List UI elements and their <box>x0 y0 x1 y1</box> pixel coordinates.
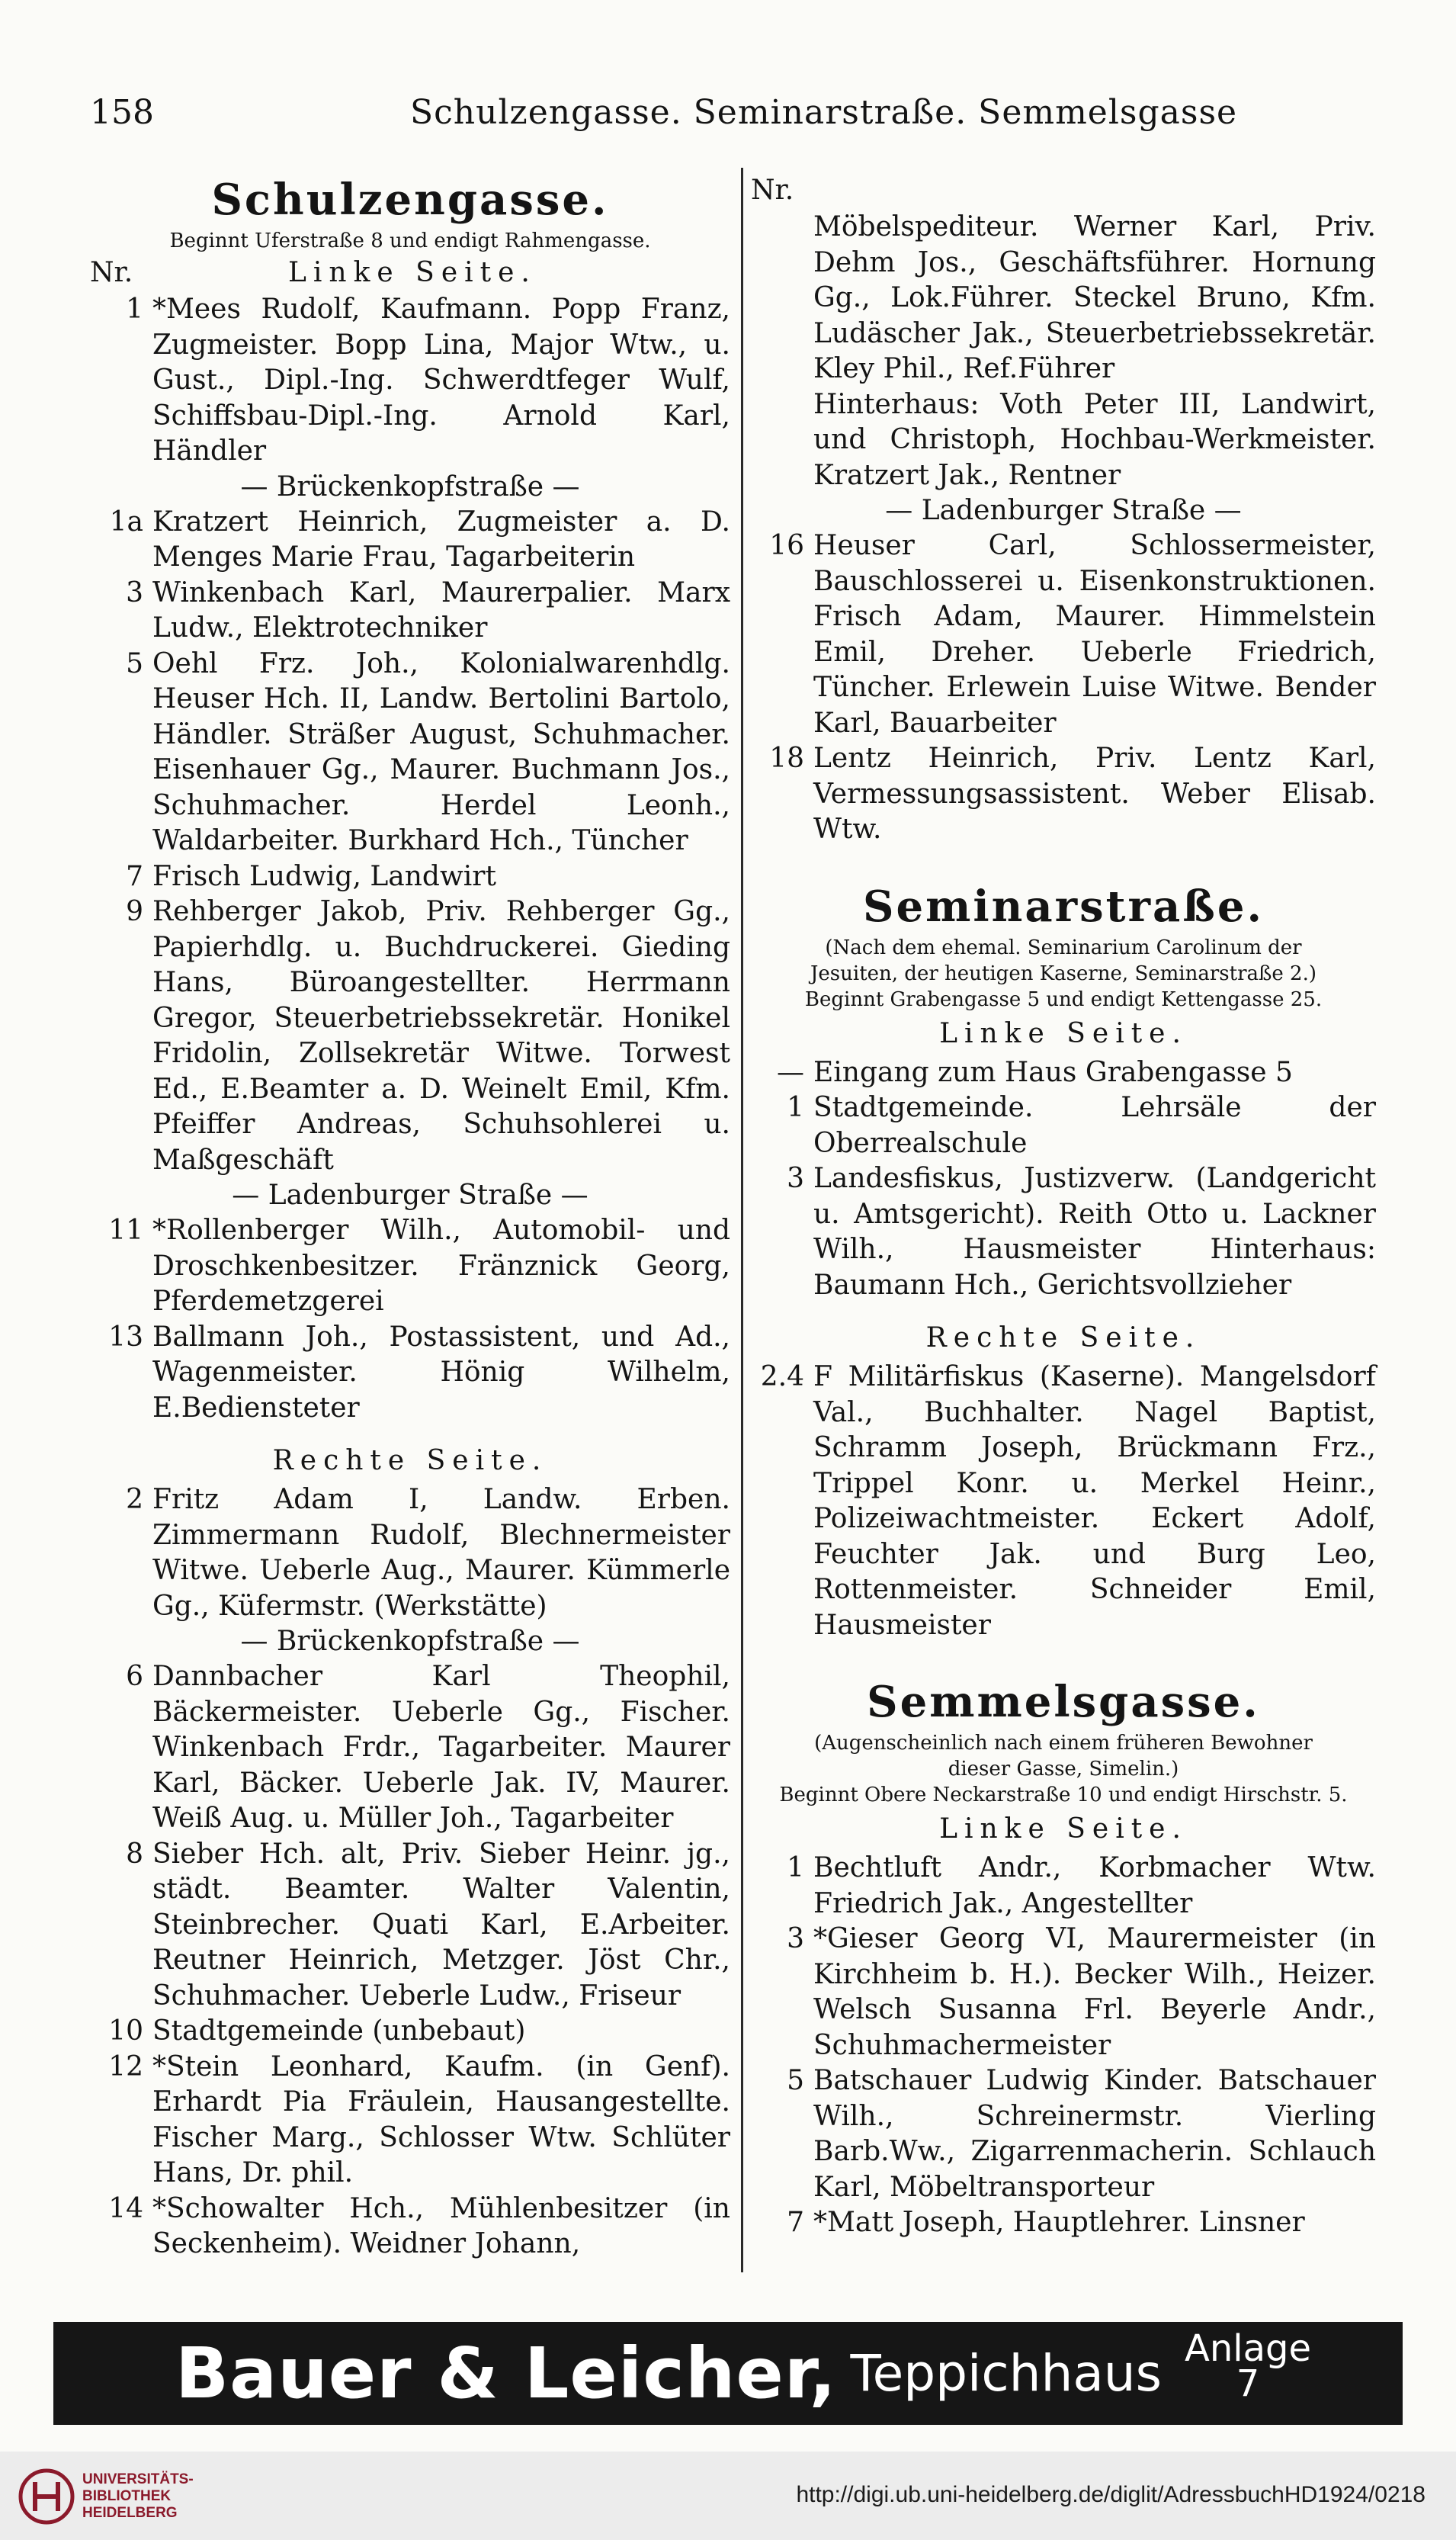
list-item <box>751 387 1376 494</box>
house-number: 9 <box>126 896 143 927</box>
entry-group <box>751 1055 1376 1304</box>
house-number: 16 <box>769 530 804 561</box>
spacer <box>751 1303 1376 1317</box>
street-note: Beginnt Grabengasse 5 und endigt Kettengasse 25. <box>804 987 1323 1011</box>
cross-street: — Ladenburger Straße — <box>885 495 1242 526</box>
anlage-number: 7 <box>1236 2362 1260 2405</box>
entry-group <box>90 1482 730 1624</box>
right-column <box>751 172 1376 2241</box>
list-item <box>90 1659 730 1837</box>
house-number: 1 <box>787 1852 804 1883</box>
list-item <box>751 2063 1376 2205</box>
spacer <box>751 1643 1376 1674</box>
house-number: 3 <box>787 1163 804 1194</box>
side-label: Rechte Seite. <box>925 1322 1201 1353</box>
house-number: 7 <box>126 860 143 892</box>
house-number: 3 <box>787 1923 804 1954</box>
entry-text: Frisch Ludwig, Landwirt <box>152 860 496 892</box>
entry-text: Eingang zum Haus Grabengasse 5 <box>813 1056 1293 1088</box>
list-item <box>90 2014 730 2050</box>
spacer <box>751 848 1376 878</box>
entry-text: Möbelspediteur. Werner Karl, Priv. Dehm Jos., Geschäftsführer. Hornung Gg., Lok.Führer. Steckel Bruno, Kfm. Ludäscher Jak., Steuerbetriebssekretär. Kley Phil., Ref.Führer <box>813 211 1376 384</box>
entry-text: Hinterhaus: Voth Peter III, Landwirt, und Christoph, Hochbau-Werkmeister. Kratzert Jak., Rentner <box>813 388 1376 491</box>
page-header <box>90 84 1386 145</box>
list-item <box>751 1090 1376 1161</box>
house-number: — <box>777 1056 804 1088</box>
house-number: 8 <box>126 1838 143 1870</box>
house-number: 5 <box>126 647 143 679</box>
library-logo-icon <box>17 2467 76 2526</box>
entry-group <box>751 1851 1376 2241</box>
entry-text: Stadtgemeinde. Lehrsäle der Oberrealschule <box>813 1092 1376 1159</box>
entry-text: Kratzert Heinrich, Zugmeister a. D. Menges Marie Frau, Tagarbeiterin <box>152 506 730 573</box>
list-item <box>90 1482 730 1624</box>
viewer-footer <box>0 2452 1456 2540</box>
street-note: Beginnt Obere Neckarstraße 10 und endigt Hirschstr. 5. <box>779 1784 1348 1806</box>
entry-text: *Rollenberger Wilh., Automobil- und Droschkenbesitzer. Fränznick Georg, Pferdemetzgerei <box>152 1215 730 1317</box>
section-title-seminarstrasse: Seminarstraße. <box>863 881 1264 932</box>
list-item <box>751 1055 1376 1091</box>
entry-group <box>90 505 730 1179</box>
list-item <box>751 210 1376 387</box>
list-item <box>90 859 730 895</box>
nr-label: Nr. <box>90 257 133 288</box>
entry-text: Dannbacher Karl Theophil, Bäckermeister. Ueberle Gg., Fischer. Winkenbach Frdr., Tagarbeiter. Maurer Karl, Bäcker. Ueberle Jak. IV, Maurer. Weiß Aug. u. Müller Joh., Tagarbeiter <box>152 1661 730 1834</box>
entry-text: Ballmann Joh., Postassistent, und Ad., Wagenmeister. Hönig Wilhelm, E.Bediensteter <box>152 1321 730 1424</box>
entry-text: Fritz Adam I, Landw. Erben. Zimmermann Rudolf, Blechnermeister Witwe. Ueberle Aug., Maurer. Kümmerle Gg., Küfermstr. (Werkstätte) <box>152 1484 730 1622</box>
house-number: 18 <box>769 743 804 774</box>
house-number: 12 <box>108 2050 143 2082</box>
entry-text: Rehberger Jakob, Priv. Rehberger Gg., Papierhdlg. u. Buchdruckerei. Gieding Hans, Büroangestellter. Herrmann Gregor, Steuerbetriebssekretär. Honikel Fridolin, Zollsekretär Witwe. Torwest Ed., E.Beamter a. D. Weinelt Emil, Kfm. Pfeiffer Andreas, Schuhsohlerei u. Maßgeschäft <box>152 896 730 1176</box>
cross-street: — Ladenburger Straße — <box>232 1180 588 1211</box>
list-item <box>90 1213 730 1320</box>
list-item <box>751 1851 1376 1922</box>
source-url-link[interactable]: http://digi.ub.uni-heidelberg.de/diglit/AdressbuchHD1924/0218 <box>796 2482 1426 2507</box>
house-number: 2 <box>126 1484 143 1515</box>
entry-text: Bechtluft Andr., Korbmacher Wtw. Friedrich Jak., Angestellter <box>813 1852 1376 1919</box>
street-note: Jesuiten, der heutigen Kaserne, Seminarstraße 2.) <box>810 962 1316 985</box>
list-item <box>751 1161 1376 1303</box>
entry-group <box>90 1659 730 2262</box>
entry-text: Sieber Hch. alt, Priv. Sieber Heinr. jg., städt. Beamter. Walter Valentin, Steinbrecher. Quati Karl, E.Arbeiter. Reutner Heinrich, Metzger. Jöst Chr., Schuhmacher. Ueberle Ludw., Friseur <box>152 1838 730 2012</box>
banner-anlage <box>1162 2326 1312 2405</box>
house-number: 1a <box>109 506 143 538</box>
entry-group <box>751 1360 1376 1643</box>
street-note: Beginnt Uferstraße 8 und endigt Rahmengasse. <box>169 230 651 252</box>
house-number: 11 <box>108 1215 143 1246</box>
entry-text: Landesfiskus, Justizverw. (Landgericht u. Amtsgericht). Reith Otto u. Lackner Wilh., Hausmeister Hinterhaus: Baumann Hch., Gerichtsvollzieher <box>813 1163 1376 1301</box>
cross-street: — Brückenkopfstraße — <box>240 470 580 503</box>
side-label: Linke Seite. <box>939 1813 1188 1845</box>
library-name-line: BIBLIOTHEK <box>82 2488 172 2504</box>
list-item <box>751 1360 1376 1643</box>
entry-text: *Matt Joseph, Hauptlehrer. Linsner <box>813 2207 1305 2238</box>
library-name <box>82 2471 194 2522</box>
list-item <box>751 1922 1376 2063</box>
banner-company: Bauer & Leicher, <box>175 2333 837 2414</box>
entry-group <box>751 528 1376 848</box>
entry-group <box>90 1213 730 1426</box>
spacer <box>90 1426 730 1440</box>
street-note: (Augenscheinlich nach einem früheren Bewohner <box>814 1732 1313 1755</box>
house-number: 13 <box>108 1321 143 1353</box>
column-head <box>90 254 730 292</box>
list-item <box>90 505 730 576</box>
house-number: 10 <box>108 2015 143 2047</box>
list-item <box>751 528 1376 741</box>
column-divider <box>741 168 743 2272</box>
entry-group <box>90 292 730 470</box>
cross-street: — Brückenkopfstraße — <box>240 1626 580 1657</box>
entry-text: *Mees Rudolf, Kaufmann. Popp Franz, Zugmeister. Bopp Lina, Major Wtw., u. Gust., Dipl.-Ing. Schwerdtfeger Wulf, Schiffsbau-Dipl.-Ing. Arnold Karl, Händler <box>152 294 730 467</box>
house-number: 1 <box>126 294 143 325</box>
entry-text: *Stein Leonhard, Kaufm. (in Genf). Erhardt Pia Fräulein, Hausangestellte. Fischer Marg., Schlosser Wtw. Schlüter Hans, Dr. phil. <box>152 2050 730 2188</box>
house-number: 3 <box>126 576 143 609</box>
house-number: 7 <box>787 2207 804 2238</box>
side-label: Rechte Seite. <box>272 1445 548 1476</box>
page-number: 158 <box>90 93 154 132</box>
list-item <box>90 2050 730 2192</box>
entry-text: Lentz Heinrich, Priv. Lentz Karl, Vermessungsassistent. Weber Elisab. Wtw. <box>813 743 1376 845</box>
section-title-semmelsgasse: Semmelsgasse. <box>867 1677 1260 1727</box>
list-item <box>751 741 1376 848</box>
house-number: 6 <box>126 1661 143 1692</box>
house-number: 5 <box>787 2065 804 2096</box>
entry-text: Heuser Carl, Schlossermeister, Bauschlosserei u. Eisenkonstruktionen. Frisch Adam, Maurer. Himmelstein Emil, Dreher. Ueberle Friedrich, Tüncher. Erlewein Luise Witwe. Bender Karl, Bauarbeiter <box>813 530 1376 739</box>
section-title-schulzengasse: Schulzengasse. <box>211 175 609 225</box>
library-name-line: UNIVERSITÄTS- <box>82 2471 194 2487</box>
banner-business: Teppichhaus <box>850 2344 1162 2403</box>
side-label: Linke Seite. <box>288 257 537 288</box>
street-note: (Nach dem ehemal. Seminarium Carolinum der <box>825 936 1302 959</box>
house-number: 1 <box>787 1092 804 1123</box>
list-item <box>90 2192 730 2262</box>
entry-text: Oehl Frz. Joh., Kolonialwarenhdlg. Heuser Hch. II, Landw. Bertolini Bartolo, Händler. Sträßer August, Schuhmacher. Eisenhauer Gg., Maurer. Buchmann Jos., Schuhmacher. Herdel Leonh., Waldarbeiter. Burkhard Hch., Tüncher <box>152 647 730 856</box>
entry-text: *Gieser Georg VI, Maurermeister (in Kirchheim b. H.). Becker Wilh., Heizer. Welsch Susanna Frl. Beyerle Andr., Schuhmachermeister <box>813 1923 1376 2061</box>
side-label: Linke Seite. <box>939 1017 1188 1049</box>
house-number: 14 <box>108 2192 143 2224</box>
running-title: Schulzengasse. Seminarstraße. Semmelsgasse <box>410 93 1238 132</box>
entry-text: Stadtgemeinde (unbebaut) <box>152 2015 526 2047</box>
list-item <box>90 894 730 1178</box>
list-item <box>90 576 730 647</box>
list-item <box>90 647 730 859</box>
list-item <box>90 1837 730 2015</box>
advertisement-banner <box>53 2322 1403 2425</box>
list-item <box>90 1320 730 1427</box>
list-item <box>751 2205 1376 2241</box>
library-name-line: HEIDELBERG <box>82 2505 178 2521</box>
list-item <box>90 292 730 470</box>
street-note: dieser Gasse, Simelin.) <box>948 1758 1179 1781</box>
entry-text: Winkenbach Karl, Maurerpalier. Marx Ludw., Elektrotechniker <box>152 576 730 644</box>
anlage-label: Anlage <box>1185 2326 1312 2370</box>
entry-text: *Schowalter Hch., Mühlenbesitzer (in Seckenheim). Weidner Johann, <box>152 2192 730 2259</box>
entry-text: Batschauer Ludwig Kinder. Batschauer Wilh., Schreinermstr. Vierling Barb.Ww., Zigarrenmacherin. Schlauch Karl, Möbeltransporteur <box>813 2065 1376 2203</box>
house-number: 2.4 <box>760 1361 804 1392</box>
entry-text: F Militärfiskus (Kaserne). Mangelsdorf Val., Buchhalter. Nagel Baptist, Schramm Joseph, Brückmann Frz., Trippel Konr. u. Merkel Heinr., Polizeiwachtmeister. Eckert Adolf, Feuchter Jak. und Burg Leo, Rottenmeister. Schneider Emil, Hausmeister <box>813 1361 1376 1641</box>
left-column <box>90 172 730 2262</box>
nr-label: Nr. <box>751 175 794 206</box>
